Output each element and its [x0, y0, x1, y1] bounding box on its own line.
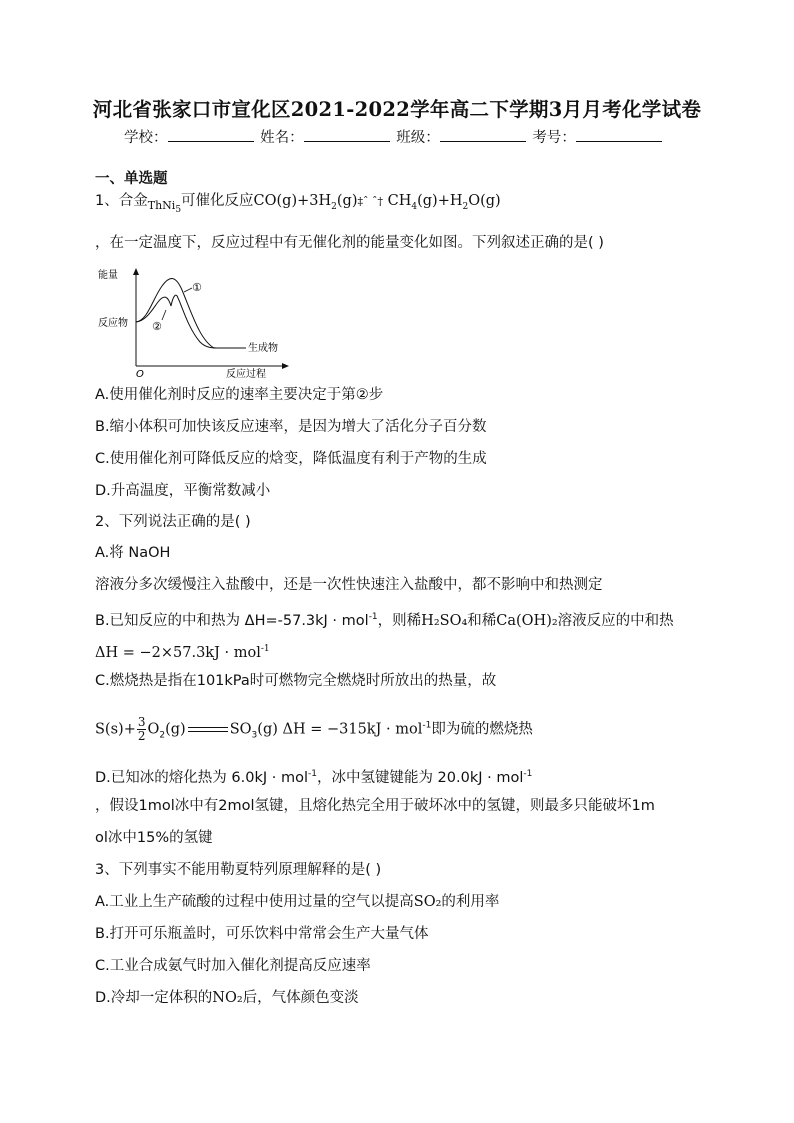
q1-prefix: 1、合金 [95, 193, 148, 209]
y-axis-arrow [133, 268, 139, 275]
q3-a-part1: A.工业上生产硫酸的过程中使用过量的空气以提高 [95, 894, 414, 910]
name-label: 姓名： [260, 130, 304, 146]
q2-b-h2so4: H₂SO₄ [421, 612, 468, 629]
section-heading: 一、单选题 [95, 171, 168, 187]
q2-c-s: S(s)+ [95, 721, 136, 738]
ylabel: 能量 [98, 270, 118, 281]
q2-stem: 2、下列说法正确的是( ) [95, 514, 251, 530]
leader-2 [162, 310, 166, 320]
q3-a-so2: SO₂ [413, 894, 442, 910]
q2-b-dh: ΔH = −2×57.3kJ · mol [95, 644, 261, 661]
q2-d-line2: ，假设1mol冰中有2mol氢键，且熔化热完全用于破坏冰中的氢键，则最多只能破坏1m [95, 798, 655, 814]
curve-catalyzed [136, 295, 220, 348]
q2-c-g: (g) [165, 721, 186, 738]
q1-equilibrium-arrow: ‡ˆ ˆ† [357, 195, 383, 208]
q3-option-b: B.打开可乐瓶盖时，可乐饮料中常常会生产大量气体 [95, 926, 429, 942]
q3-stem: 3、下列事实不能用勒夏特列原理解释的是( ) [95, 862, 382, 878]
school-label: 学校： [124, 130, 168, 146]
product-label: 生成物 [248, 343, 278, 354]
q2-c-dh: (g) ΔH = −315kJ · mol [257, 721, 423, 738]
q3-a-part2: 的利用率 [441, 894, 500, 910]
q1-catalyst-sub: 5 [175, 205, 182, 216]
q2-b-line2: ΔH = −2×57.3kJ · mol$^{-1}$ [95, 644, 270, 661]
q2-d-line3: ol冰中15%的氢键 [95, 830, 213, 846]
q2-c-o: O [147, 721, 160, 738]
q2-b-caoh2: Ca(OH)₂ [496, 612, 558, 629]
curve-label-1: ① [192, 281, 202, 294]
q1-option-d: D.升高温度，平衡常数减小 [95, 483, 271, 499]
q1-react-right3: O(g) [468, 193, 501, 209]
class-blank [440, 127, 526, 142]
q1-reaction: $CO(g)+3H_2(g)\ddagger ˆ$ ˆ† $CH_4(g)+H_2O(g)$ [253, 193, 501, 212]
q2-b-part4: 溶液反应的中和热 [557, 612, 674, 629]
q3-d-no2: NO₂ [212, 990, 243, 1006]
class-label: 班级： [396, 130, 440, 146]
page-title: 河北省张家口市宣化区2021-2022学年高二下学期3月月考化学试卷 [92, 98, 702, 121]
q1-line2: ，在一定温度下，反应过程中有无催化剂的能量变化如图。下列叙述正确的是( ) [95, 235, 604, 251]
school-blank [168, 127, 254, 142]
q2-a-line2: 溶液分多次缓慢注入盐酸中，还是一次性快速注入盐酸中，都不影响中和热测定 [95, 577, 603, 593]
q2-c-fraction: $\frac{3}{2}$ [137, 715, 146, 743]
q1-react-right2: (g)+H [417, 193, 463, 209]
q1-stem [95, 192, 501, 219]
number-blank [576, 127, 662, 142]
q2-b-part1: B.已知反应的中和热为 ΔH=-57.3kJ · mol [95, 612, 369, 629]
q1-mid: 可催化反应 [181, 193, 254, 209]
origin-label: O [136, 369, 144, 378]
q1-catalyst [147, 199, 182, 216]
q2-d-line1: D.已知冰的熔化热为 6.0kJ · mol$^{-1}$，冰中氢键键能为 20.0kJ · mol$^{-1}$ [95, 769, 533, 786]
q3-option-c: C.工业合成氨气时加入催化剂提高反应速率 [95, 958, 371, 974]
q2-a-line1: A.将 NaOH [95, 545, 171, 561]
q3-option-a [95, 893, 499, 911]
q1-option-b: B.缩小体积可加快该反应速率，是因为增大了活化分子百分数 [95, 419, 487, 435]
q3-d-part1: D.冷却一定体积的 [95, 990, 213, 1006]
q1-option-a: A.使用催化剂时反应的速率主要决定于第②步 [95, 387, 384, 403]
curve-uncatalyzed [136, 279, 246, 348]
q3-option-d [95, 989, 359, 1007]
q2-c-so3: SO [229, 721, 252, 738]
q2-d-part2: ，冰中氢键键能为 20.0kJ · mol [316, 769, 524, 786]
q2-c-equals-arrow [188, 727, 228, 733]
q1-catalyst-text: ThNi [147, 199, 176, 212]
q1-react-left2: (g) [336, 193, 358, 209]
q2-c-line1: C.燃烧热是指在101kPa时可燃物完全燃烧时所放出的热量，故 [95, 673, 497, 689]
curve-label-2: ② [152, 320, 162, 333]
q1-option-c: C.使用催化剂可降低反应的焓变，降低温度有利于产物的生成 [95, 451, 487, 467]
energy-diagram [96, 266, 296, 378]
q2-b-part2: ，则稀 [377, 612, 422, 629]
q2-d-part1: D.已知冰的熔化热为 6.0kJ · mol [95, 769, 308, 786]
q2-b-line1: B.已知反应的中和热为 ΔH=-57.3kJ · mol$^{-1}$，则稀H₂SO₄和稀Ca(OH)₂溶液反应的中和热 [95, 612, 674, 629]
q2-b-part3: 和稀 [467, 612, 497, 629]
q1-react-right: CH [387, 193, 412, 209]
name-blank [304, 127, 390, 142]
q2-c-tail: 即为硫的燃烧热 [431, 721, 533, 738]
q1-react-left: CO(g)+3H [253, 193, 332, 209]
reactant-label: 反应物 [98, 318, 128, 329]
leader-1 [184, 288, 192, 292]
number-label: 考号： [532, 130, 576, 146]
xlabel: 反应过程 [226, 369, 266, 378]
student-info-line [124, 126, 664, 147]
q2-c-line2: S(s)+ $\frac{3}{2}$ $O_2(g)$ $SO_3(g) \Delta H = -315kJ \cdot mol^{-1}$即为硫的燃烧热 [95, 715, 533, 743]
q3-d-part2: 后，气体颜色变淡 [242, 990, 359, 1006]
x-axis-arrow [282, 363, 289, 369]
